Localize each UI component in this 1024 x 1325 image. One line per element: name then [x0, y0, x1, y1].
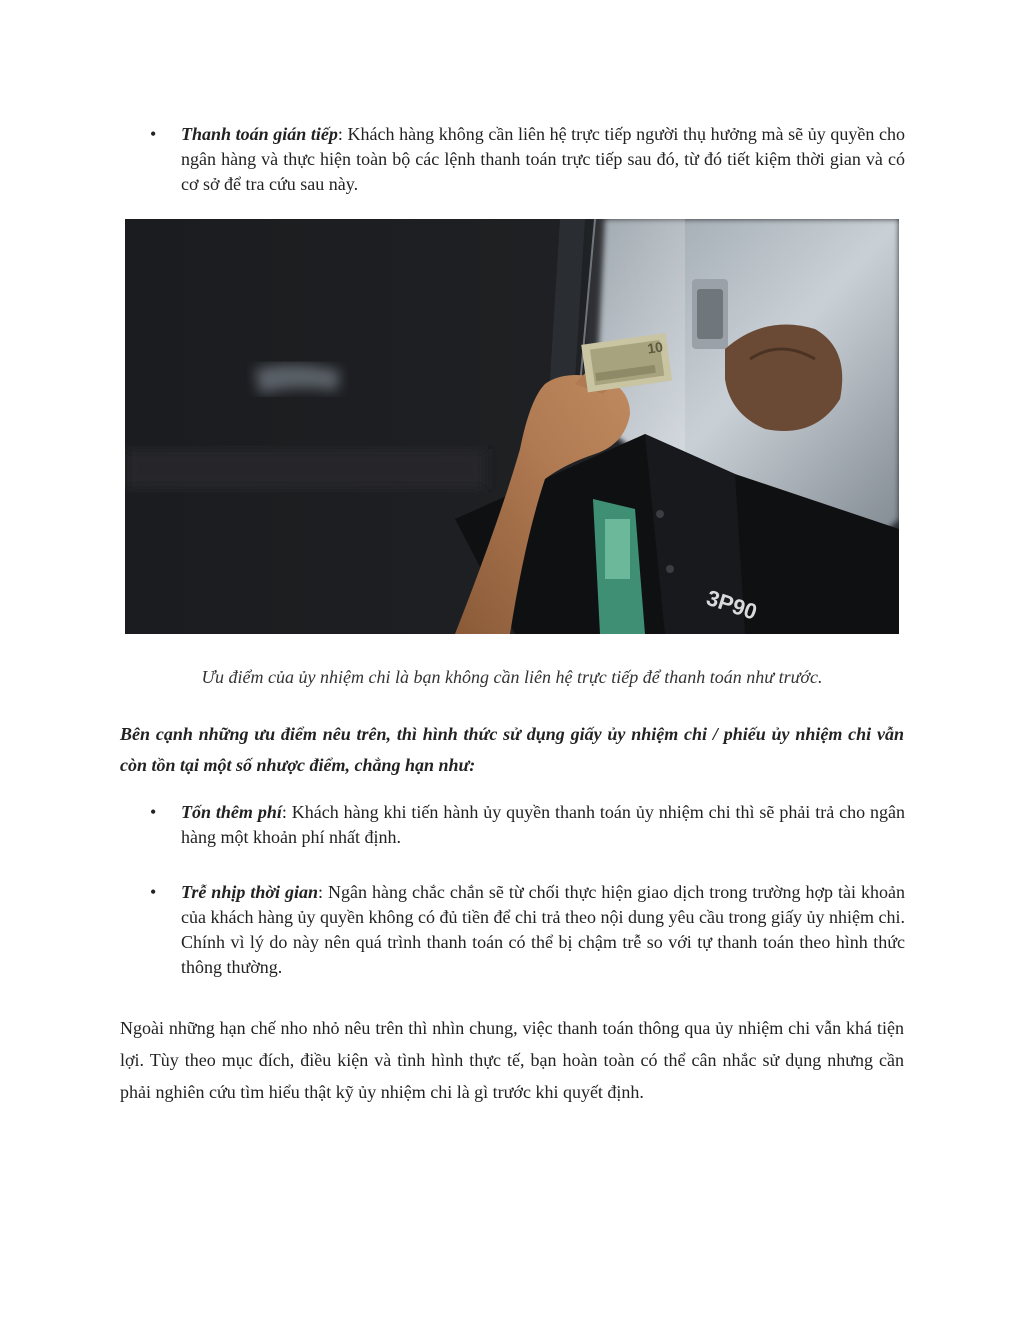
bullet-item-extra-fee — [181, 800, 905, 850]
section-heading: Bên cạnh những ưu điểm nêu trên, thì hình thức sử dụng giấy ủy nhiệm chi / phiếu ủy nhiệm chi vẫn còn tồn tại một số nhược điểm, chẳng hạn như: — [120, 724, 904, 775]
svg-text:10: 10 — [646, 338, 664, 357]
bullet-item-time-delay — [181, 880, 905, 980]
bullet-marker: • — [150, 124, 157, 144]
plate-text: 3P90 — [703, 584, 761, 625]
bullet-description: : Khách hàng khi tiến hành ủy quyền thanh toán ủy nhiệm chi thì sẽ phải trả cho ngân hàng một khoản phí nhất định. — [181, 802, 905, 847]
bullet-item-indirect-payment — [181, 122, 905, 197]
bullet-term: Tốn thêm phí — [181, 802, 282, 822]
bullet-term: Thanh toán gián tiếp — [181, 124, 338, 144]
bullet-description: : Ngân hàng chắc chắn sẽ từ chối thực hiện giao dịch trong trường hợp tài khoản của khách hàng ủy quyền không có đủ tiền để chi trả theo nội dung yêu cầu trong giấy ủy nhiệm chi. Chính vì lý do này nên quá trình thanh toán có thể bị chậm trễ so với tự thanh toán theo hình thức thông thường. — [181, 882, 905, 977]
closing-paragraph: Ngoài những hạn chế nho nhỏ nêu trên thì nhìn chung, việc thanh toán thông qua ủy nhiệm chi vẫn khá tiện lợi. Tùy theo mục đích, điều kiện và tình hình thực tế, bạn hoàn toàn có thể cân nhắc sử dụng nhưng cần phải nghiên cứu tìm hiểu thật kỹ ủy nhiệm chi là gì trước khi quyết định. — [120, 1018, 904, 1102]
bullet-description: : Khách hàng không cần liên hệ trực tiếp người thụ hưởng mà sẽ ủy quyền cho ngân hàng và thực hiện toàn bộ các lệnh thanh toán trực tiếp sau đó, từ đó tiết kiệm thời gian và có cơ sở để tra cứu sau này. — [181, 124, 905, 194]
taxi-payment-photo — [125, 219, 899, 634]
bullet-term: Trễ nhịp thời gian — [181, 882, 318, 902]
bullet-marker: • — [150, 802, 157, 822]
image-caption: Ưu điểm của ủy nhiệm chi là bạn không cần liên hệ trực tiếp để thanh toán như trước. — [201, 667, 823, 687]
bullet-marker: • — [150, 882, 157, 902]
